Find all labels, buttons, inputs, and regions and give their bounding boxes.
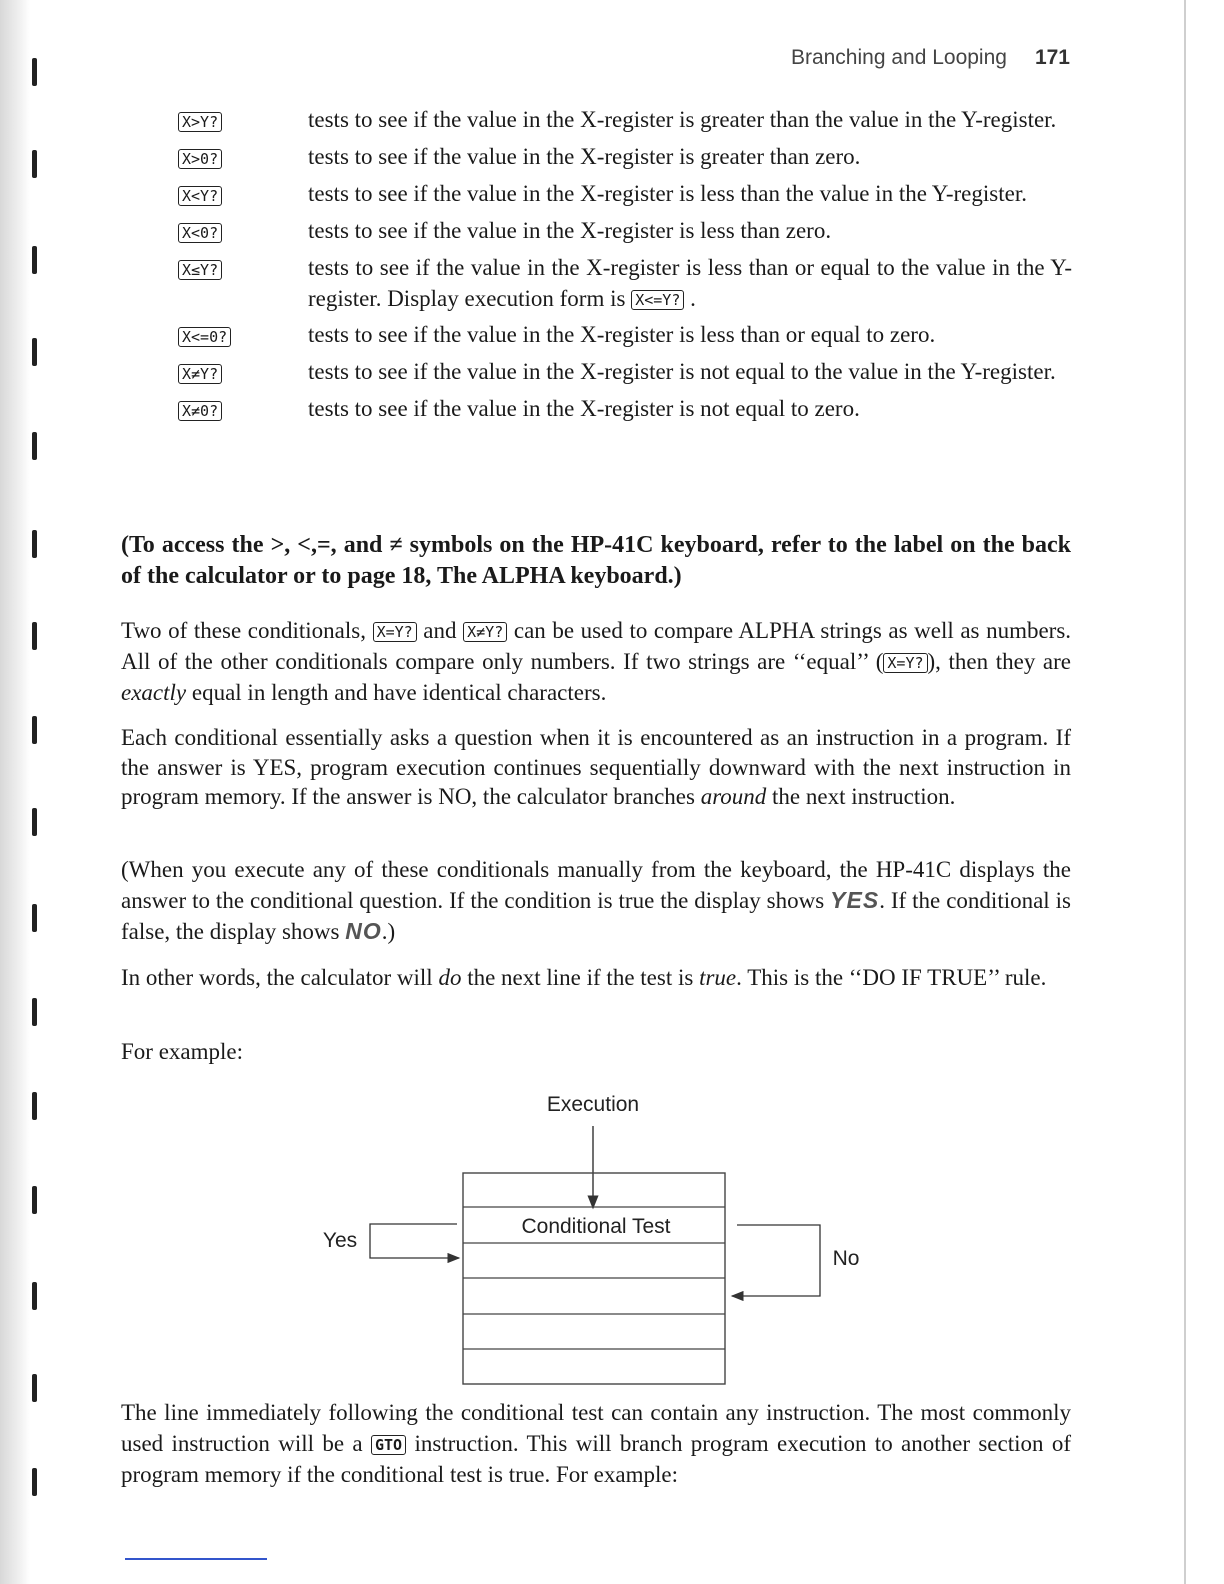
binding-hole	[32, 716, 37, 744]
text: (When you execute any of these conditionals manually from the keyboard, the HP-41C displays the answer to the conditional question. If the condition is true the display shows	[121, 857, 1071, 913]
emphasis: exactly	[121, 680, 187, 705]
page-number: 171	[1034, 46, 1070, 69]
conditional-item	[178, 215, 1072, 247]
binding-hole	[32, 530, 37, 558]
keyboard-note: (To access the >, <,=, and ≠ symbols on the HP-41C keyboard, refer to the label on the back of the calculator or to page 18, The ALPHA keyboard.)	[121, 532, 1071, 589]
page-right-edge	[1184, 0, 1186, 1584]
text: The line immediately following the conditional test can contain any instruction. The most commonly used instruction will be a	[121, 1400, 1071, 1456]
paragraph-do-if-true	[121, 962, 1071, 993]
conditionals-list	[178, 104, 1072, 430]
conditional-description: tests to see if the value in the X-register is not equal to the value in the Y-register.	[308, 359, 1056, 384]
conditional-test-label: Conditional Test	[521, 1215, 671, 1238]
binding-hole	[32, 58, 37, 86]
binding-hole	[32, 246, 37, 274]
binding-hole	[32, 622, 37, 650]
key-x-ne-0: X≠0?	[178, 401, 222, 421]
binding-hole	[32, 1092, 37, 1120]
conditional-description	[308, 252, 1072, 314]
description-text: tests to see if the value in the X-register is less than or equal to the value in the Y-register. Display execution form is	[308, 255, 1072, 311]
paragraph-for-example: For example:	[121, 1039, 243, 1064]
emphasis: do	[438, 965, 462, 990]
description-period: .	[690, 286, 696, 311]
binding-hole	[32, 998, 37, 1026]
text: In other words, the calculator will	[121, 965, 433, 990]
key-x-gt-0: X>0?	[178, 149, 222, 169]
key-x-le-y: X≤Y?	[178, 260, 222, 280]
key-x-ne-y: X≠Y?	[178, 364, 222, 384]
paragraph-alpha-strings	[121, 615, 1071, 708]
text: the next line if the test is	[467, 965, 694, 990]
binding-hole	[32, 808, 37, 836]
footnote-rule	[125, 1558, 267, 1560]
running-header	[700, 46, 1070, 70]
key-x-ne-y: X≠Y?	[463, 622, 507, 642]
conditional-item	[178, 178, 1072, 210]
text: ), then they are	[927, 649, 1071, 674]
key-x-gt-y: X>Y?	[178, 112, 222, 132]
conditional-item	[178, 393, 1072, 425]
yes-branch-arrow	[370, 1224, 459, 1258]
key-x-eq-y: X=Y?	[373, 622, 417, 642]
program-memory-stack	[463, 1173, 725, 1384]
emphasis: around	[700, 784, 767, 809]
page-binding-edge	[0, 0, 30, 1584]
conditional-item	[178, 104, 1072, 136]
conditional-description: tests to see if the value in the X-register is less than or equal to zero.	[308, 322, 936, 347]
text: . This is the ‘‘DO IF TRUE’’ rule.	[736, 965, 1047, 990]
binding-hole	[32, 338, 37, 366]
yes-label: Yes	[322, 1229, 358, 1252]
binding-hole	[32, 904, 37, 932]
display-no: NO	[345, 918, 382, 944]
text: .)	[381, 919, 396, 944]
key-x-lt-0: X<0?	[178, 223, 222, 243]
text: instruction. This will branch program execution to another section of program memory if the conditional test is true. For example:	[121, 1431, 1072, 1487]
binding-hole	[32, 432, 37, 460]
text: Two of these conditionals,	[121, 618, 366, 643]
emphasis: true	[699, 965, 737, 990]
text: the next instruction.	[772, 784, 956, 809]
conditional-item	[178, 319, 1072, 351]
paragraph-gto	[121, 1397, 1071, 1490]
text: and	[423, 618, 457, 643]
binding-hole	[32, 1186, 37, 1214]
binding-hole	[32, 150, 37, 178]
binding-hole	[32, 1468, 37, 1496]
binding-hole	[32, 1374, 37, 1402]
display-yes: YES	[830, 887, 880, 913]
no-label: No	[832, 1247, 860, 1270]
conditional-description: tests to see if the value in the X-register is not equal to zero.	[308, 396, 860, 421]
conditional-item	[178, 356, 1072, 388]
conditional-description: tests to see if the value in the X-register is less than the value in the Y-register.	[308, 181, 1027, 206]
text: . If the conditional is false, the display shows	[121, 888, 1071, 944]
paragraph-manual-execution	[121, 854, 1071, 947]
key-x-le-0: X<=0?	[178, 327, 231, 347]
conditional-item	[178, 141, 1072, 173]
conditional-item	[178, 252, 1072, 314]
conditional-description: tests to see if the value in the X-register is greater than the value in the Y-register.	[308, 107, 1057, 132]
text: can be used to compare ALPHA strings as well as numbers. All of the other conditionals compare only numbers. If two strings are ‘‘equal’’ (	[121, 618, 1072, 674]
binding-hole	[32, 1282, 37, 1310]
text: equal in length and have identical characters.	[191, 680, 607, 705]
conditional-description: tests to see if the value in the X-register is less than zero.	[308, 218, 832, 243]
key-x-lt-y: X<Y?	[178, 186, 222, 206]
no-branch-arrow	[732, 1225, 820, 1296]
key-gto: GTO	[371, 1435, 406, 1455]
conditional-description: tests to see if the value in the X-register is greater than zero.	[308, 144, 861, 169]
key-x-eq-y: X=Y?	[883, 653, 927, 673]
paragraph-conditional-question	[121, 723, 1071, 812]
section-title: Branching and Looping	[790, 46, 1007, 69]
execution-label: Execution	[546, 1093, 640, 1116]
branching-diagram	[290, 1088, 890, 1398]
text: Each conditional essentially asks a question when it is encountered as an instruction in a program. If the answer is YES, program execution continues sequentially downward with the next instruction in program memory. If the answer is NO, the calculator branches	[121, 725, 1071, 809]
key-display-x-le-y: X<=Y?	[631, 290, 684, 310]
